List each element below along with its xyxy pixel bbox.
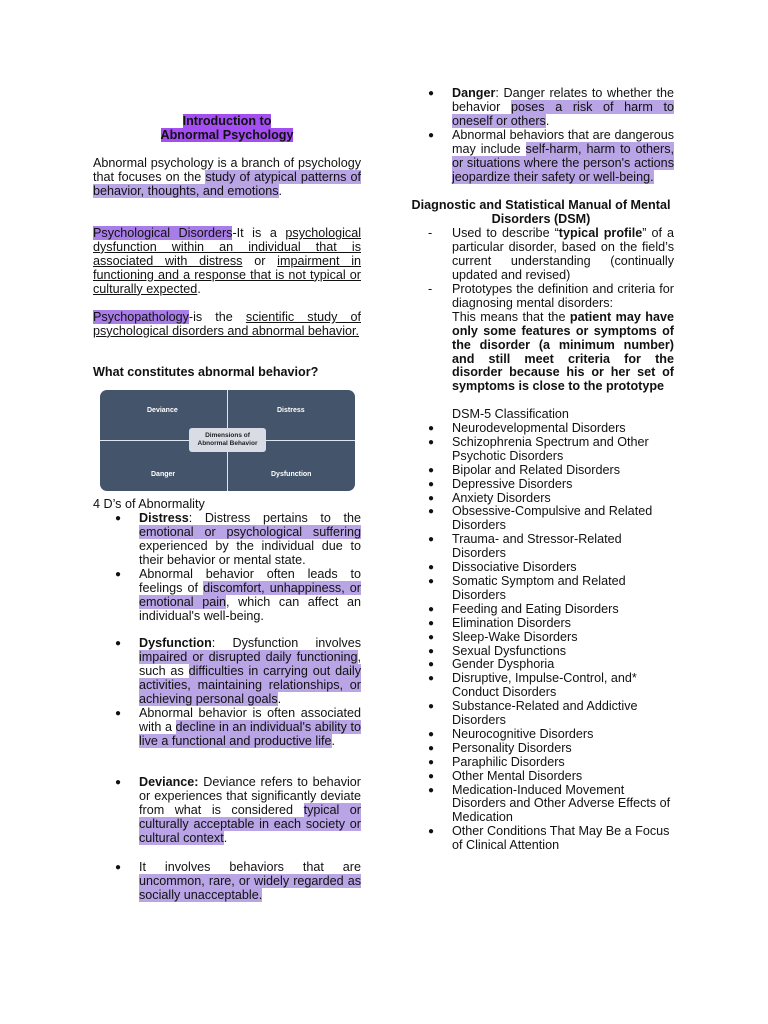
- dsm1-text-c: ” of a particular disorder, based on the field’s current understanding (continually updated and revised): [452, 226, 674, 282]
- bullet-dysfunction-2: [115, 707, 361, 749]
- dysfunction-highlight: impaired or disrupted daily functioning: [139, 649, 358, 664]
- title-line-2: Abnormal Psychology: [160, 127, 294, 142]
- bullet-dot: ●: [428, 673, 435, 685]
- list-item-label: Medication-Induced Movement Disorders and Other Adverse Effects of Medication: [452, 782, 671, 825]
- deviance-highlight: typical or culturally acceptable in each society or cultural context: [139, 802, 361, 845]
- distress-text-a: : Distress pertains to the: [188, 511, 361, 525]
- psychological-disorders-paragraph: [93, 227, 361, 297]
- list-item: [428, 436, 678, 464]
- list-item: [428, 617, 678, 631]
- danger2-text-a: Abnormal behaviors that are dangerous may include: [452, 128, 674, 156]
- bullet-text: [139, 512, 361, 568]
- list-item-label: Dissociative Disorders: [452, 560, 577, 575]
- bullet-dot: ●: [428, 631, 435, 643]
- dysfunction-text-b: , such as: [139, 649, 361, 678]
- intro-text: Abnormal psychology is a branch of psychology that focuses on the: [93, 156, 361, 184]
- bullet-distress: [115, 512, 361, 568]
- abnormal-behavior-question: What constitutes abnormal behavior?: [93, 365, 319, 379]
- dsm1-bold: typical profile: [558, 226, 643, 240]
- bullet-dot: ●: [428, 534, 435, 546]
- bullet-dot: ●: [428, 756, 435, 768]
- bullet-dot: ●: [428, 742, 435, 754]
- deviance-term: Deviance:: [139, 775, 199, 789]
- pp-mid: -is the: [188, 310, 246, 324]
- bullet-dot: ●: [428, 603, 435, 615]
- list-item: [428, 825, 678, 853]
- list-item: [428, 478, 678, 492]
- bullet-dot: ●: [115, 777, 122, 788]
- list-item-label: Personality Disorders: [452, 740, 572, 755]
- pp-term: Psychopathology: [93, 310, 189, 324]
- dash-text: [452, 227, 674, 283]
- danger-text-a: : Danger relates to whether the behavior: [452, 86, 674, 114]
- bullet-dot: ●: [428, 492, 435, 504]
- list-item: [428, 645, 678, 659]
- title-line-1: Introduction to: [182, 114, 272, 128]
- list-item: [428, 492, 678, 506]
- list-item-label: Depressive Disorders: [452, 476, 573, 491]
- dysfunction2-highlight: decline in an individual's ability to live a functional and productive life: [139, 719, 362, 748]
- bullet-dot: ●: [428, 826, 435, 838]
- list-item-label: Disruptive, Impulse-Control, and* Conduct Disorders: [452, 671, 637, 700]
- danger-text-b: .: [545, 113, 550, 128]
- bullet-dot: ●: [428, 770, 435, 782]
- bullet-dot: ●: [428, 645, 435, 657]
- pp-definition: scientific study of psychological disorders and abnormal behavior.: [93, 310, 361, 338]
- dsm-heading: Diagnostic and Statistical Manual of Mental Disorders (DSM): [411, 198, 671, 226]
- bullet-dot: ●: [428, 617, 435, 629]
- list-item: [428, 422, 678, 436]
- bullet-dot: ●: [115, 862, 122, 873]
- bullet-text: [139, 776, 361, 846]
- bullet-deviance-2: [115, 861, 361, 903]
- list-item: [428, 603, 678, 617]
- list-item-label: Sleep-Wake Disorders: [452, 629, 578, 644]
- list-item-label: Sexual Dysfunctions: [452, 643, 567, 658]
- document-title: [93, 115, 361, 143]
- danger-term: Danger: [452, 86, 496, 100]
- list-item-label: Neurocognitive Disorders: [452, 726, 594, 741]
- dsm5-classification-title: DSM-5 Classification: [452, 407, 569, 421]
- diagram-distress: Distress: [277, 407, 305, 414]
- list-item-label: Schizophrenia Spectrum and Other Psychotic Disorders: [452, 434, 649, 463]
- pd-dash: -It is a: [232, 226, 286, 240]
- list-item-label: Feeding and Eating Disorders: [452, 601, 619, 616]
- bullet-dysfunction: [115, 637, 361, 707]
- intro-highlight: study of atypical patterns of behavior, thoughts, and emotions: [93, 169, 362, 198]
- bullet-dot: ●: [115, 569, 122, 580]
- dsm-point-1: [428, 227, 674, 283]
- list-item-label: Trauma- and Stressor-Related Disorders: [452, 532, 622, 561]
- bullet-dot: ●: [428, 701, 435, 713]
- list-item-label: Paraphilic Disorders: [452, 754, 565, 769]
- bullet-dot: ●: [428, 784, 435, 796]
- intro-end: .: [278, 183, 283, 198]
- bullet-text: [139, 707, 361, 749]
- list-item: [428, 631, 678, 645]
- bullet-dot: ●: [115, 638, 122, 649]
- bullet-distress-2: [115, 568, 361, 624]
- list-item-label: Somatic Symptom and Related Disorders: [452, 573, 626, 602]
- list-item: [428, 672, 678, 700]
- diagram-danger: Danger: [151, 471, 176, 478]
- distress-highlight: emotional or psychological suffering: [139, 524, 361, 539]
- pd-term: Psychological Disorders: [93, 226, 233, 240]
- list-item: [428, 770, 678, 784]
- bullet-dot: ●: [428, 575, 435, 587]
- distress2-text-a: Abnormal behavior often leads to feelings of: [139, 567, 361, 595]
- dysfunction-text-c: .: [277, 691, 282, 706]
- distress-text-b: experienced by the individual due to their behavior or mental state.: [139, 538, 361, 567]
- bullet-text: [452, 129, 674, 185]
- dsm1-text-a: Used to describe “: [452, 226, 559, 240]
- bullet-dot: ●: [428, 88, 435, 99]
- dysfunction-text-a: : Dysfunction involves: [211, 636, 361, 650]
- diagram-center-box: [189, 428, 266, 452]
- dysfunction2-text-b: .: [331, 733, 336, 748]
- bullet-dot: ●: [428, 728, 435, 740]
- bullet-dot: ●: [428, 478, 435, 490]
- dimensions-diagram: [100, 390, 355, 491]
- list-item-label: Obsessive-Compulsive and Related Disorders: [452, 504, 653, 533]
- bullet-dot: ●: [428, 659, 435, 671]
- list-item: [428, 784, 678, 826]
- bullet-text: [139, 861, 361, 903]
- intro-paragraph: [93, 157, 361, 199]
- dysfunction-highlight-2: difficulties in carrying out daily activities, maintaining relationships, or achieving personal goals: [139, 663, 361, 706]
- bullet-dot: ●: [428, 130, 435, 141]
- deviance2-text-a: It involves behaviors that are: [139, 860, 361, 874]
- diagram-center-line-1: Dimensions of: [205, 432, 250, 439]
- bullet-dot: ●: [428, 464, 435, 476]
- dysfunction2-text-a: Abnormal behavior is often associated with a: [139, 706, 361, 734]
- bullet-dot: ●: [428, 423, 435, 434]
- list-item: [428, 658, 678, 672]
- bullet-dot: ●: [115, 513, 122, 524]
- dash-mark: -: [428, 282, 433, 296]
- list-item: [428, 728, 678, 742]
- dsm2-text: Prototypes the definition and criteria for diagnosing mental disorders:: [452, 282, 674, 310]
- list-item-label: Other Mental Disorders: [452, 768, 583, 783]
- list-item: [428, 742, 678, 756]
- dysfunction-term: Dysfunction: [139, 636, 212, 650]
- list-item-label: Neurodevelopmental Disorders: [452, 421, 626, 435]
- bullet-danger-2: [428, 129, 674, 185]
- dsm5-classification-list: [428, 422, 678, 853]
- bullet-dot: ●: [428, 506, 435, 518]
- pd-or: or: [242, 253, 278, 268]
- bullet-dot: ●: [115, 708, 122, 719]
- psychopathology-paragraph: [93, 311, 361, 339]
- deviance2-highlight: uncommon, rare, or widely regarded as socially unacceptable.: [139, 873, 361, 902]
- list-item: [428, 464, 678, 478]
- list-item: [428, 575, 678, 603]
- diagram-deviance: Deviance: [147, 407, 178, 414]
- distress2-text-b: , which can affect an individual's well-being.: [139, 594, 361, 623]
- list-item-label: Elimination Disorders: [452, 615, 571, 630]
- list-item-label: Gender Dysphoria: [452, 657, 555, 672]
- pd-end: .: [197, 281, 201, 296]
- distress-term: Distress: [139, 511, 189, 525]
- list-item: [428, 700, 678, 728]
- distress2-highlight: discomfort, unhappiness, or emotional pain: [139, 580, 361, 609]
- bullet-text: [452, 87, 674, 129]
- list-item-label: Anxiety Disorders: [452, 490, 551, 505]
- diagram-center-line-2: Abnormal Behavior: [197, 440, 258, 447]
- list-item-label: Substance-Related and Addictive Disorders: [452, 699, 638, 728]
- deviance-text-a: Deviance refers to behavior or experiences that significantly deviate from what is considered: [139, 775, 361, 817]
- list-item: [428, 533, 678, 561]
- danger2-highlight: self-harm, harm to others, or situations where the person's actions jeopardize their safety or well-being.: [452, 141, 674, 184]
- list-item: [428, 756, 678, 770]
- list-item: [428, 561, 678, 575]
- diagram-dysfunction: Dysfunction: [271, 471, 312, 478]
- bullet-text: [139, 637, 361, 707]
- dsm2-bold: patient may have only some features or symptoms of the disorder (a minimum number) and still meet criteria for the disorder because his or her set of symptoms is close to the prototype: [452, 309, 674, 394]
- bullet-deviance: [115, 776, 361, 846]
- dsm-point-2: [428, 283, 674, 394]
- bullet-danger: [428, 87, 674, 129]
- danger-highlight: poses a risk of harm to oneself or others: [452, 99, 675, 128]
- dsm2-text-b: This means that the: [452, 309, 570, 324]
- deviance-text-b: .: [223, 830, 228, 845]
- pd-definition: psychological dysfunction within an individual that is associated with distress: [93, 226, 361, 268]
- pd-definition-2: impairment in functioning and a response that is not typical or culturally expected: [93, 253, 361, 296]
- four-ds-heading: 4 D’s of Abnormality: [93, 497, 205, 511]
- bullet-text: [139, 568, 361, 624]
- bullet-dot: ●: [428, 562, 435, 574]
- dash-mark: -: [428, 226, 433, 240]
- list-item-label: Bipolar and Related Disorders: [452, 462, 621, 477]
- bullet-dot: ●: [428, 436, 435, 448]
- list-item-label: Other Conditions That May Be a Focus of Clinical Attention: [452, 824, 670, 853]
- list-item: [428, 505, 678, 533]
- dash-text: [452, 283, 674, 394]
